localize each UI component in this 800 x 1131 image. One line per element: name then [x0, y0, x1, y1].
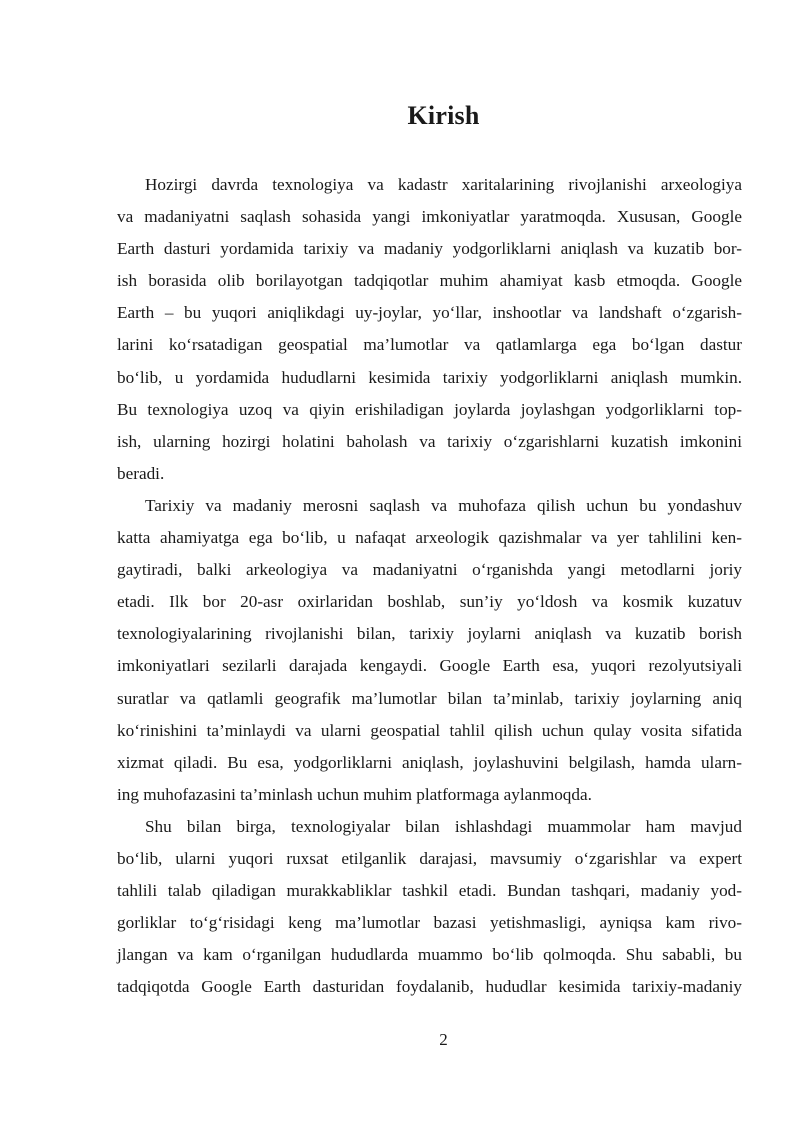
text-line: jlangan va kam o‘rganilgan hududlarda muammo bo‘lib qolmoqda. Shu sababli, bu: [117, 945, 742, 965]
text-line: ish, ularning hozirgi holatini baholash va tarixiy o‘zgarishlarni kuzatish imkonini: [117, 431, 742, 451]
text-line: texnologiyalarining rivojlanishi bilan, tarixiy joylarni aniqlash va kuzatib borish: [117, 624, 742, 644]
text-line: Bu texnologiya uzoq va qiyin erishiladigan joylarda joylashgan yodgorliklarni top-: [117, 399, 742, 419]
paragraph-3: [117, 811, 742, 1004]
text-line: katta ahamiyatga ega bo‘lib, u nafaqat arxeologik qazishmalar va yer tahlilini ken-: [117, 528, 742, 548]
text-line: Tarixiy va madaniy merosni saqlash va muhofaza qilish uchun bu yondashuv: [145, 495, 742, 515]
text-line: larini ko‘rsatadigan geospatial ma’lumotlar va qatlamlarga ega bo‘lgan dastur: [117, 335, 742, 355]
text-line: xizmat qiladi. Bu esa, yodgorliklarni aniqlash, joylashuvini belgilash, hamda ularn-: [117, 752, 742, 772]
text-line: beradi.: [117, 463, 165, 483]
text-line: Shu bilan birga, texnologiyalar bilan ishlashdagi muammolar ham mavjud: [145, 816, 742, 836]
text-line: suratlar va qatlamli geografik ma’lumotlar bilan ta’minlab, tarixiy joylarning aniq: [117, 688, 742, 708]
text-line: Earth – bu yuqori aniqlikdagi uy-joylar, yo‘llar, inshootlar va landshaft o‘zgarish-: [117, 303, 742, 323]
page-number: 2: [439, 1030, 448, 1049]
text-line: tadqiqotda Google Earth dasturidan foydalanib, hududlar kesimida tarixiy-madaniy: [117, 977, 742, 997]
text-line: Hozirgi davrda texnologiya va kadastr xaritalarining rivojlanishi arxeologiya: [145, 175, 742, 194]
paragraph-2: [117, 490, 742, 811]
text-line: etadi. Ilk bor 20-asr oxirlaridan boshlab, sun’iy yo‘ldosh va kosmik kuzatuv: [117, 592, 742, 612]
text-line: va madaniyatni saqlash sohasida yangi imkoniyatlar yaratmoqda. Xususan, Google: [117, 207, 742, 227]
text-line: imkoniyatlari sezilarli darajada kengaydi. Google Earth esa, yuqori rezolyutsiyali: [117, 656, 742, 676]
text-line: ing muhofazasini ta’minlash uchun muhim platformaga aylanmoqda.: [117, 784, 592, 804]
text-line: bo‘lib, u yordamida hududlarni kesimida tarixiy yodgorliklarni aniqlash mumkin.: [117, 367, 742, 387]
text-line: gaytiradi, balki arkeologiya va madaniyatni o‘rganishda yangi metodlarni joriy: [117, 560, 742, 580]
text-line: ish borasida olib borilayotgan tadqiqotlar muhim ahamiyat kasb etmoqda. Google: [117, 271, 742, 291]
text-line: gorliklar to‘g‘risidagi keng ma’lumotlar bazasi yetishmasligi, ayniqsa kam rivo-: [117, 913, 742, 933]
text-line: ko‘rinishini ta’minlaydi va ularni geospatial tahlil qilish uchun qulay vosita sifatida: [117, 720, 742, 740]
page-title: Kirish: [407, 101, 480, 130]
paragraph-1: [117, 169, 742, 490]
text-line: Earth dasturi yordamida tarixiy va madaniy yodgorliklarni aniqlash va kuzatib bor-: [117, 239, 742, 259]
text-line: tahlili talab qiladigan murakkabliklar tashkil etadi. Bundan tashqari, madaniy yod-: [117, 881, 742, 901]
text-line: bo‘lib, ularni yuqori ruxsat etilganlik darajasi, mavsumiy o‘zgarishlar va expert: [117, 848, 742, 868]
body-text: [117, 169, 742, 1003]
